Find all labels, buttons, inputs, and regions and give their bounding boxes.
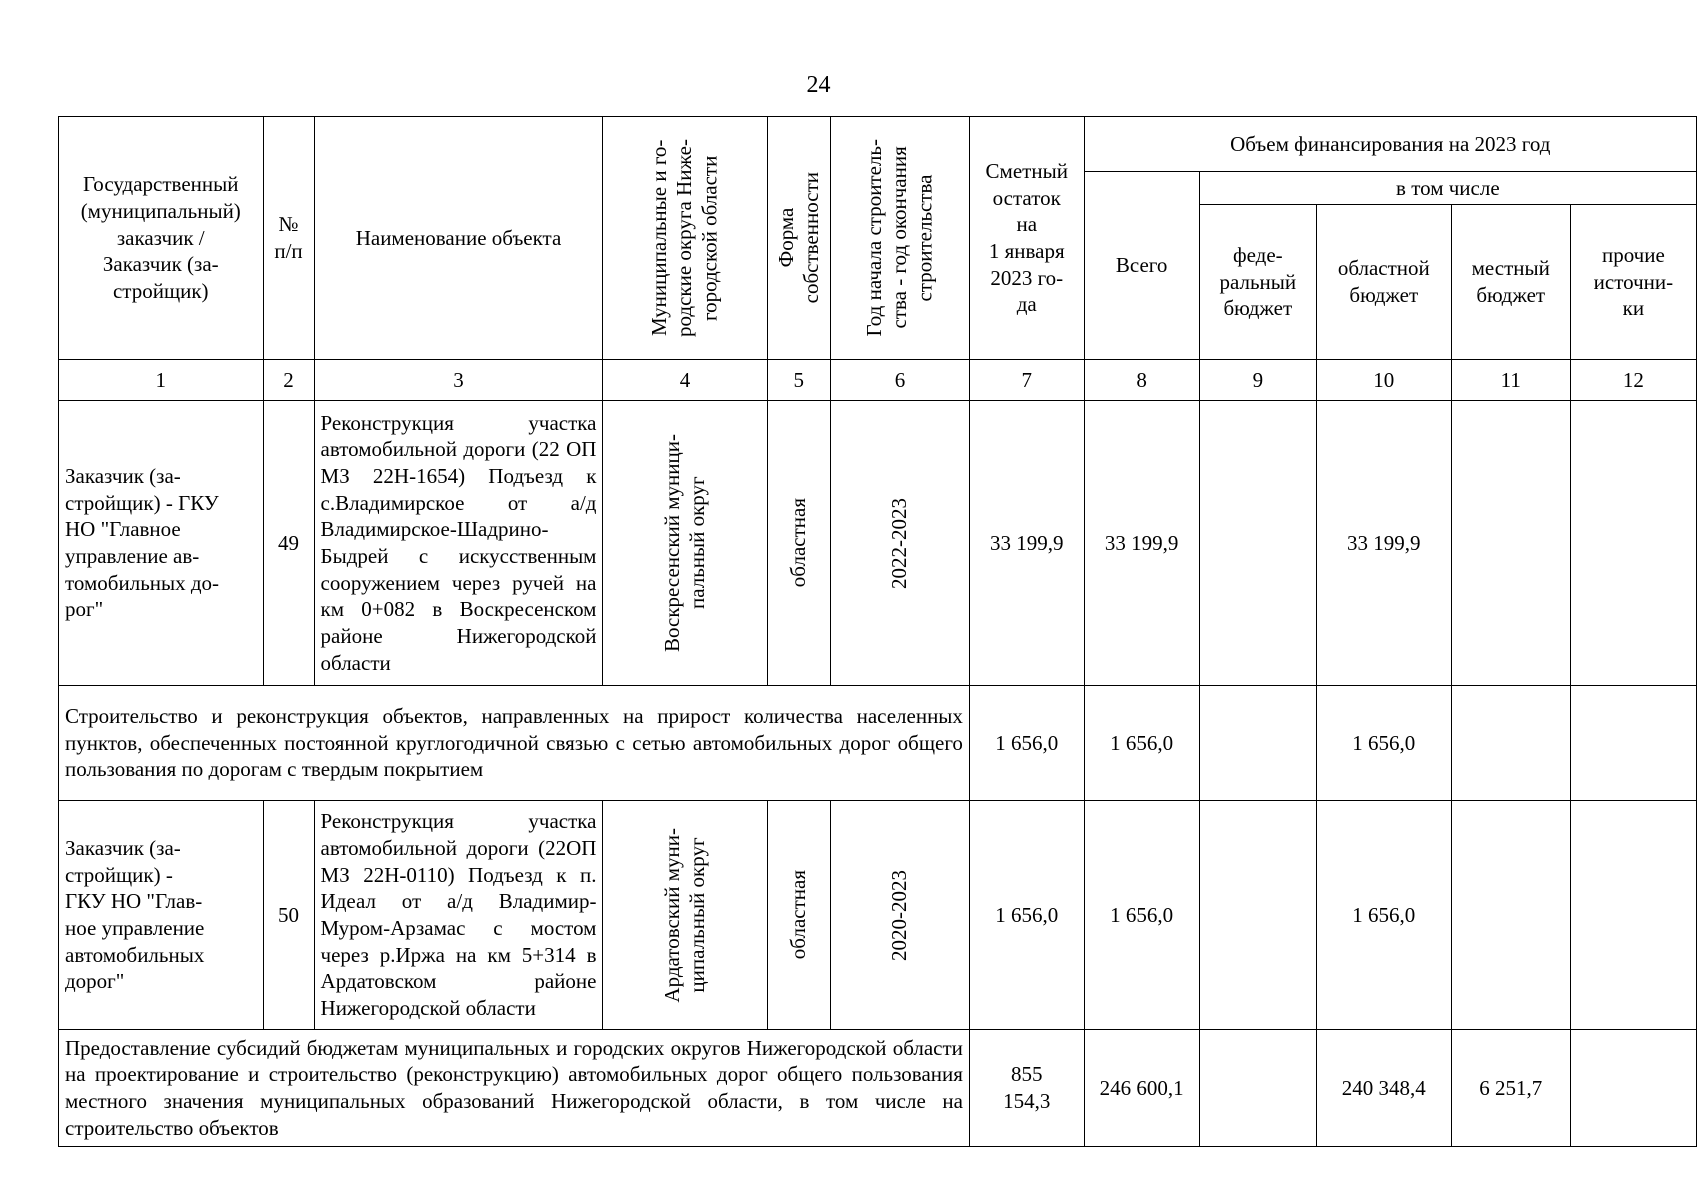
row-number: 50 (263, 801, 314, 1030)
regional-cell: 1 656,0 (1316, 686, 1451, 801)
header-ownership: Форма собственности (773, 172, 823, 304)
balance-cell: 33 199,9 (969, 401, 1084, 686)
header-customer: Государственный (муниципальный) заказчик / Заказчик (за- стройщик) (59, 117, 264, 360)
district-text: Ардатовский муни- ципальный округ (659, 827, 710, 1003)
header-federal: феде- ральный бюджет (1199, 205, 1316, 360)
header-district-cell (603, 117, 767, 360)
header-years-cell (830, 117, 969, 360)
years-cell (830, 801, 969, 1030)
column-number: 5 (767, 360, 830, 401)
table-row (59, 401, 1697, 686)
header-years: Год начала строитель- ства - год окончания строительства (862, 139, 937, 337)
federal-cell (1199, 686, 1316, 801)
column-number: 8 (1084, 360, 1199, 401)
header-regional: областной бюджет (1316, 205, 1451, 360)
federal-cell (1199, 801, 1316, 1030)
district-text: Воскресенский муници- пальный округ (659, 433, 710, 653)
years-text: 2022-2023 (887, 497, 912, 589)
column-number: 9 (1199, 360, 1316, 401)
ownership-cell (767, 801, 830, 1030)
column-number: 11 (1451, 360, 1570, 401)
header-ownership-cell (767, 117, 830, 360)
regional-cell: 1 656,0 (1316, 801, 1451, 1030)
other-cell (1570, 686, 1696, 801)
column-number: 2 (263, 360, 314, 401)
column-number-row (59, 360, 1697, 401)
customer-cell: Заказчик (за- стройщик) - ГКУ НО "Главное управление ав- томобильных до- рог" (59, 401, 264, 686)
column-number: 7 (969, 360, 1084, 401)
table-row (59, 801, 1697, 1030)
column-number: 6 (830, 360, 969, 401)
column-number: 3 (314, 360, 603, 401)
header-total: Всего (1084, 172, 1199, 360)
ownership-text: областная (786, 498, 811, 588)
column-number: 1 (59, 360, 264, 401)
total-cell: 1 656,0 (1084, 801, 1199, 1030)
column-number: 12 (1570, 360, 1696, 401)
customer-cell: Заказчик (за- стройщик) - ГКУ НО "Глав- ное управление автомобильных дорог" (59, 801, 264, 1030)
ownership-cell (767, 401, 830, 686)
header-number: № п/п (263, 117, 314, 360)
district-cell (603, 401, 767, 686)
balance-cell: 1 656,0 (969, 686, 1084, 801)
object-name-cell: Реконструкция участка автомобильной дороги (22 ОП МЗ 22Н-1654) Подъезд к с.Владимирское от а/д Владимирское-Шадрино-Быдрей с искусственным сооружением через ручей на км 0+082 в Воскресенском районе Нижегородской области (314, 401, 603, 686)
federal-cell (1199, 1030, 1316, 1147)
section-title: Предоставление субсидий бюджетам муниципальных и городских округов Нижегородской области на проектирование и строительство (реконструкцию) автомобильных дорог общего пользования местного значения муниципальных образований Нижегородской области, в том числе на строительство объектов (59, 1030, 970, 1147)
local-cell (1451, 801, 1570, 1030)
regional-cell: 240 348,4 (1316, 1030, 1451, 1147)
other-cell (1570, 401, 1696, 686)
header-including: в том числе (1199, 172, 1696, 205)
header-other: прочие источни- ки (1570, 205, 1696, 360)
column-number: 10 (1316, 360, 1451, 401)
header-local: местный бюджет (1451, 205, 1570, 360)
object-name-cell: Реконструкция участка автомобильной дороги (22ОП МЗ 22Н-0110) Подъезд к п. Идеал от а/д Владимир-Муром-Арзамас с мостом через р.Иржа на км 5+314 в Ардатовском районе Нижегородской области (314, 801, 603, 1030)
other-cell (1570, 801, 1696, 1030)
local-cell: 6 251,7 (1451, 1030, 1570, 1147)
header-district: Муниципальные и го- родские округа Ниже- городской области (647, 139, 722, 337)
total-cell: 33 199,9 (1084, 401, 1199, 686)
years-cell (830, 401, 969, 686)
regional-cell: 33 199,9 (1316, 401, 1451, 686)
federal-cell (1199, 401, 1316, 686)
local-cell (1451, 686, 1570, 801)
header-funding-title: Объем финансирования на 2023 год (1084, 117, 1696, 172)
column-number: 4 (603, 360, 767, 401)
header-balance: Сметный остаток на 1 января 2023 го- да (969, 117, 1084, 360)
total-cell: 1 656,0 (1084, 686, 1199, 801)
header-object-name: Наименование объекта (314, 117, 603, 360)
row-number: 49 (263, 401, 314, 686)
balance-cell: 855 154,3 (969, 1030, 1084, 1147)
other-cell (1570, 1030, 1696, 1147)
local-cell (1451, 401, 1570, 686)
section-row (59, 1030, 1697, 1147)
financing-table (58, 116, 1697, 1147)
balance-cell: 1 656,0 (969, 801, 1084, 1030)
ownership-text: областная (786, 870, 811, 960)
total-cell: 246 600,1 (1084, 1030, 1199, 1147)
section-title: Строительство и реконструкция объектов, направленных на прирост количества населенных пунктов, обеспеченных постоянной круглогодичной связью с сетью автомобильных дорог общего пользования по дорогам с твердым покрытием (59, 686, 970, 801)
page-number: 24 (806, 72, 831, 98)
section-row (59, 686, 1697, 801)
district-cell (603, 801, 767, 1030)
years-text: 2020-2023 (887, 869, 912, 961)
